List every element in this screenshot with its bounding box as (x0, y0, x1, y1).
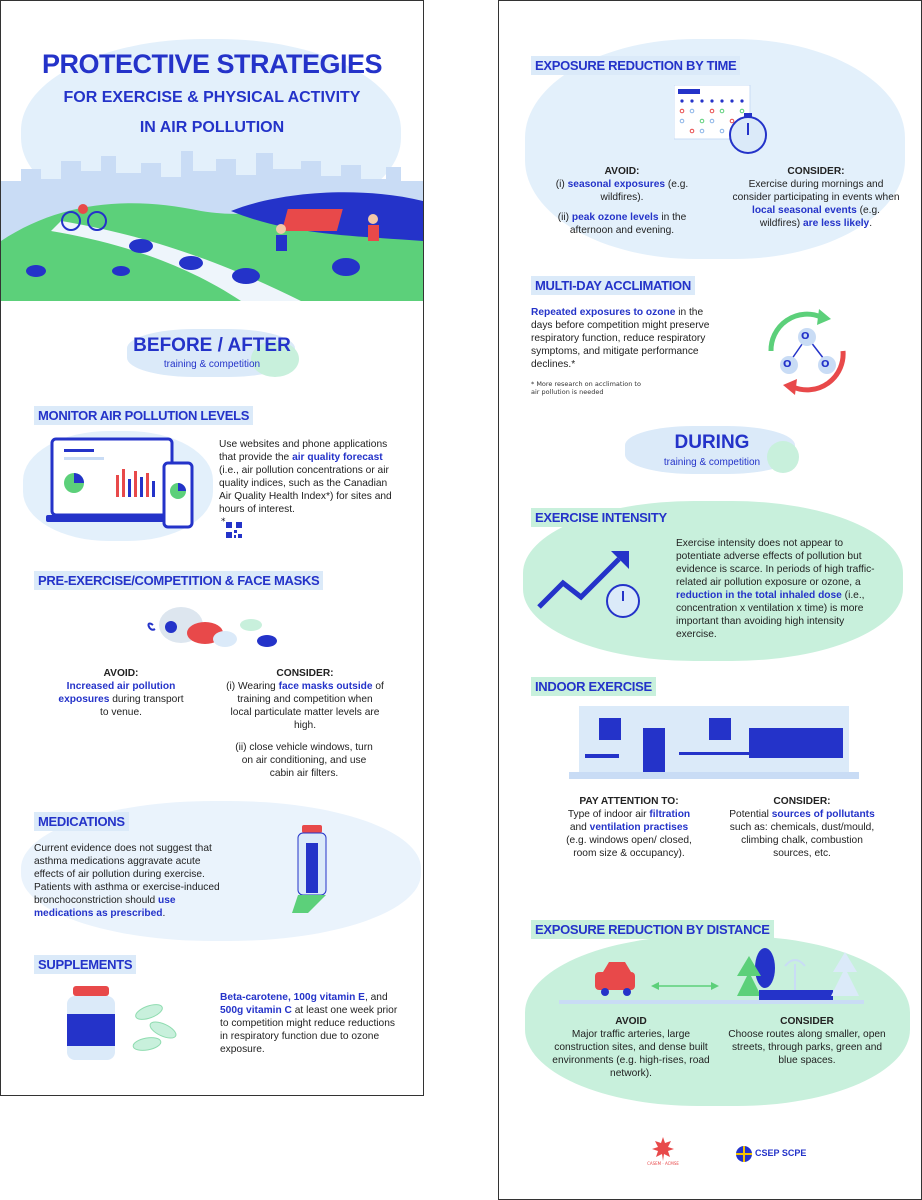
casem-logo (651, 1137, 675, 1161)
monitor-heading: MONITOR AIR POLLUTION LEVELS (34, 406, 253, 425)
time-avoid-label: AVOID: (604, 166, 640, 177)
laptop-phone-icon (46, 435, 206, 535)
monitor-text: Use websites and phone applications that provide the air quality forecast (i.e., air pollution concentrations or air quality indices, such as the Canadian Air Quality Health Index*) for sites and hours of interest. (219, 439, 392, 515)
medications-heading: MEDICATIONS (34, 812, 129, 831)
main-title: PROTECTIVE STRATEGIES (41, 49, 383, 79)
distance-consider-label: CONSIDER (780, 1016, 834, 1027)
masks-avoid-label: AVOID: (103, 668, 139, 679)
supplements-heading: SUPPLEMENTS (34, 955, 136, 974)
indoor-pay-label: PAY ATTENTION TO: (579, 796, 679, 807)
intensity-chart-icon (537, 541, 647, 621)
acclimation-text: Repeated exposures to ozone in the days before competition might preserve respiratory function, reduce respiratory symptoms, and mitigate performance declines.* (531, 307, 710, 370)
during-title: DURING (674, 432, 750, 453)
ozone-o-right: O (821, 359, 830, 370)
park-illustration (1, 141, 423, 301)
intensity-heading: EXERCISE INTENSITY (531, 508, 671, 527)
acclimation-footnote: * More research on acclimation to air pollution is needed (531, 380, 641, 396)
ozone-o-top: O (801, 331, 810, 342)
time-avoid-i: (i) seasonal exposures (e.g. wildfires). (555, 179, 689, 203)
indoor-building-icon (569, 706, 859, 781)
medications-text: Current evidence does not suggest that asthma medications aggravate acute effects of air pollution during exercise. Patients with asthma or exercise-induced bronchoconstriction should use medications as prescribed. (34, 843, 220, 919)
distance-consider-text: Choose routes along smaller, open streets, through parks, green and blue spaces. (728, 1029, 886, 1066)
masks-consider-i: (i) Wearing face masks outside of training and competition when local particulate matter levels are high. (226, 681, 384, 731)
distance-avoid-label: AVOID (615, 1016, 647, 1027)
masks-heading: PRE-EXERCISE/COMPETITION & FACE MASKS (34, 571, 323, 590)
distance-heading: EXPOSURE REDUCTION BY DISTANCE (531, 920, 774, 939)
ozone-o-left: O (783, 359, 792, 370)
main-subtitle-1: FOR EXERCISE & PHYSICAL ACTIVITY (63, 89, 361, 106)
masks-consider-label: CONSIDER: (276, 668, 334, 679)
indoor-pay-text: Type of indoor air filtration and ventilation practises (e.g. windows open/ closed, room size & occupancy). (566, 809, 692, 859)
casem-logo-text: CASEM · ACMSE (647, 1161, 679, 1166)
time-avoid-ii: (ii) peak ozone levels in the afternoon and evening. (557, 212, 687, 236)
distance-illustration (559, 946, 869, 1006)
csep-logo-text: CSEP SCPE (755, 1148, 807, 1158)
inhaler-icon (286, 823, 336, 919)
calendar-stopwatch-icon (674, 85, 774, 157)
air-quality-forecast-highlight: air quality forecast (292, 452, 383, 463)
time-consider-text: Exercise during mornings and consider participating in events when local seasonal events (e.g. wildfires) are less likely. (732, 179, 900, 229)
acclimation-heading: MULTI-DAY ACCLIMATION (531, 276, 695, 295)
monitor-footnote-mark: * (221, 517, 226, 527)
supplements-bottle-icon (61, 986, 191, 1066)
indoor-consider-text: Potential sources of pollutants such as: chemicals, dust/mould, climbing chalk, combustion sources, etc. (729, 809, 875, 859)
csep-logo-mark (735, 1145, 753, 1163)
distance-avoid-text: Major traffic arteries, large construction sites, and dense built environments (e.g. high-rises, road network). (552, 1029, 710, 1079)
intensity-text: Exercise intensity does not appear to potentiate adverse effects of pollution but evidence is scarce. In periods of high traffic-related air pollution exposure or ozone, a reduction in the total inhaled dose (i.e., concentration x ventilation x time) is more important than avoiding high intensity exercise. (676, 538, 875, 640)
indoor-heading: INDOOR EXERCISE (531, 677, 656, 696)
time-heading: EXPOSURE REDUCTION BY TIME (531, 56, 740, 75)
masks-consider-ii: (ii) close vehicle windows, turn on air conditioning, and use cabin air filters. (235, 742, 373, 779)
main-subtitle-2: IN AIR POLLUTION (139, 119, 285, 136)
qr-code-icon[interactable] (225, 521, 243, 539)
time-consider-label: CONSIDER: (787, 166, 845, 177)
indoor-consider-label: CONSIDER: (773, 796, 831, 807)
before-after-title: BEFORE / AFTER (133, 335, 291, 356)
right-panel (498, 0, 922, 1200)
during-subtitle: training & competition (663, 457, 761, 468)
before-after-subtitle: training & competition (163, 359, 261, 370)
face-mask-pollution-icon (141, 599, 286, 654)
left-panel (0, 0, 424, 1096)
masks-avoid-text: Increased air pollution exposures during transport to venue. (58, 681, 184, 718)
supplements-text: Beta-carotene, 100g vitamin E, and 500g vitamin C at least one week prior to competition might reduce reductions in respiratory function due to ozone exposure. (220, 992, 398, 1055)
ozone-molecule-icon (761, 301, 851, 401)
